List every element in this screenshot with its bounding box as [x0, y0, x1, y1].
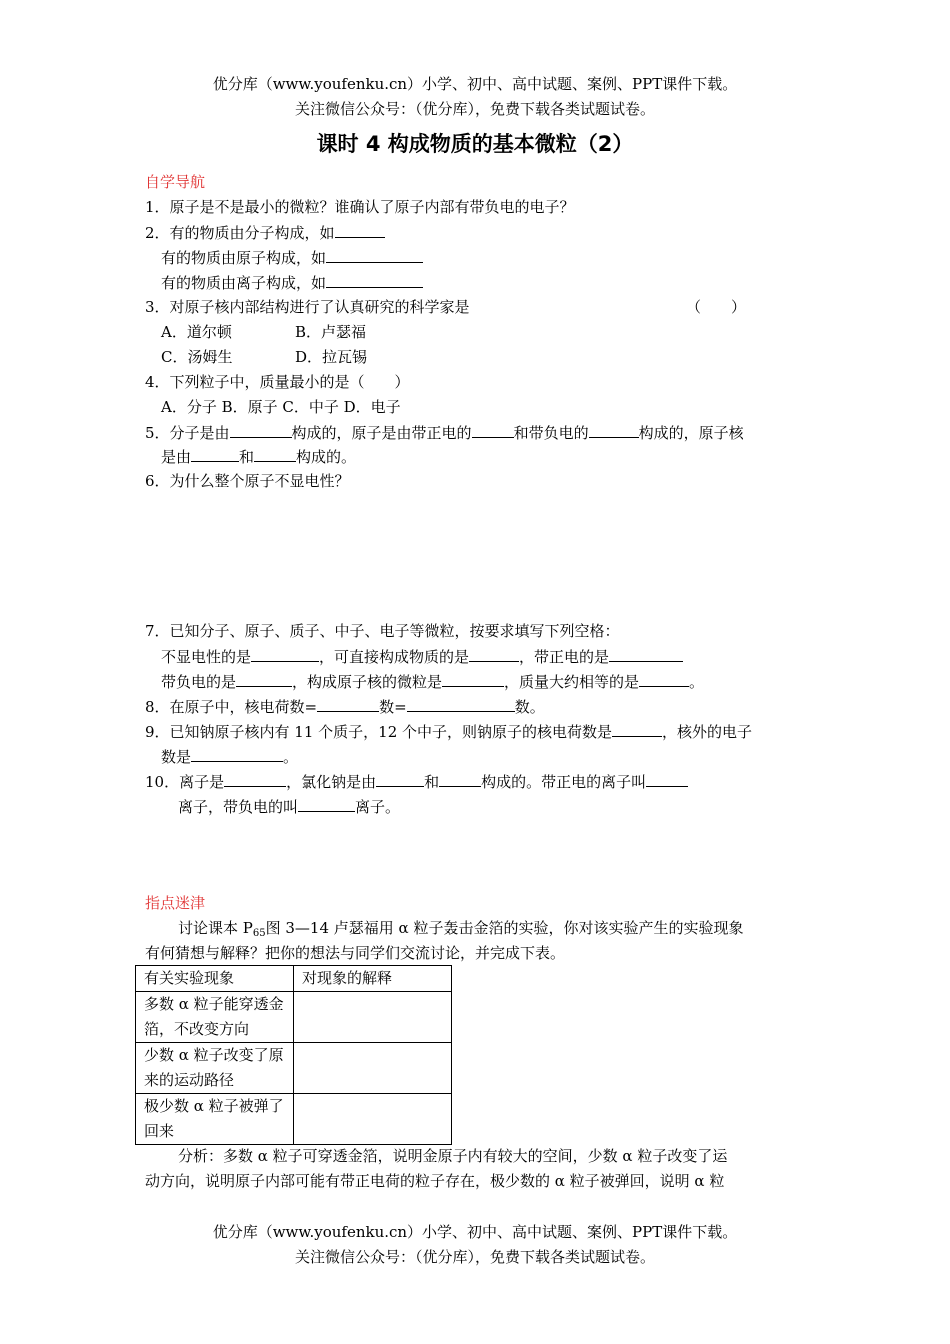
answer-blank[interactable] — [472, 422, 514, 438]
question-10-line-2 — [178, 796, 400, 816]
answer-blank[interactable] — [646, 771, 688, 787]
discussion-intro-line-1 — [178, 918, 743, 938]
answer-blank[interactable] — [191, 746, 283, 762]
question-7-line-b — [161, 671, 704, 691]
table-header-explanation: 对现象的解释 — [294, 966, 452, 992]
header-line-2: 关注微信公众号：（优分库），免费下载各类试题试卷。 — [294, 100, 655, 118]
table-header-phenomenon: 有关实验现象 — [136, 966, 294, 992]
section-heading-guidance: 指点迷津 — [145, 894, 206, 912]
q5-text: 和 — [239, 448, 255, 466]
q9-text: 数是 — [161, 748, 192, 766]
q7-text: 带负电的是 — [161, 673, 237, 691]
answer-blank[interactable] — [326, 247, 423, 263]
q8-text: 数= — [379, 698, 407, 716]
q9-text: ，核外的电子 — [662, 723, 753, 741]
q5-text: 和带负电的 — [513, 424, 589, 442]
q7-text: ，构成原子核的微粒是 — [292, 673, 443, 691]
question-4-options: A．分子 B．原子 C．中子 D．电子 — [161, 398, 401, 416]
footer-line-1: 优分库（www.youfenku.cn）小学、初中、高中试题、案例、PPT课件下载。 — [212, 1223, 738, 1241]
option-3d[interactable]: D．拉瓦锡 — [295, 348, 368, 366]
answer-blank[interactable] — [407, 696, 515, 712]
answer-blank[interactable] — [298, 796, 355, 812]
q7-text: 。 — [689, 673, 705, 691]
table-row — [136, 1043, 452, 1094]
table-row — [136, 992, 452, 1043]
answer-blank[interactable] — [442, 671, 504, 687]
option-3c[interactable]: C．汤姆生 — [161, 348, 233, 366]
q8-text: 数。 — [514, 698, 545, 716]
q5-text: 5．分子是由 — [145, 424, 230, 442]
intro-text: 讨论课本 P — [178, 919, 253, 937]
table-cell-explanation[interactable] — [294, 1043, 452, 1094]
header-line-1: 优分库（www.youfenku.cn）小学、初中、高中试题、案例、PPT课件下载。 — [212, 75, 738, 93]
analysis-line-1: 分析：多数 α 粒子可穿透金箔，说明金原子内有较大的空间，少数 α 粒子改变了运 — [178, 1147, 728, 1165]
q7-text: ，带正电的是 — [519, 648, 610, 666]
q9-text: 。 — [283, 748, 299, 766]
q10-text: ，氯化钠是由 — [286, 773, 377, 791]
table-cell-explanation[interactable] — [294, 992, 452, 1043]
q10-text: 10．离子是 — [145, 773, 225, 791]
question-9-line-1 — [145, 721, 752, 741]
question-2-line-c — [161, 272, 423, 292]
question-2-text-c: 有的物质由离子构成，如 — [161, 274, 327, 292]
answer-blank[interactable] — [191, 446, 239, 462]
q10-text: 构成的。带正电的离子叫 — [481, 773, 647, 791]
answer-blank[interactable] — [326, 272, 423, 288]
question-2-line-b — [161, 247, 423, 267]
question-3: 3．对原子核内部结构进行了认真研究的科学家是 — [145, 298, 470, 316]
question-2-text-a: 2．有的物质由分子构成，如 — [145, 224, 335, 242]
question-7-line-a — [161, 646, 683, 666]
option-3b[interactable]: B．卢瑟福 — [295, 323, 367, 341]
q5-text: 构成的，原子是由带正电的 — [291, 424, 472, 442]
question-8 — [145, 696, 545, 716]
table-cell-phenomenon: 极少数 α 粒子被弹了回来 — [136, 1094, 294, 1145]
question-4: 4．下列粒子中，质量最小的是（ ） — [145, 373, 410, 391]
answer-blank[interactable] — [236, 671, 292, 687]
question-5-line-1 — [145, 422, 744, 442]
page-title: 课时 4 构成物质的基本微粒（2） — [316, 132, 634, 156]
q10-text: 和 — [424, 773, 440, 791]
q8-text: 8．在原子中，核电荷数= — [145, 698, 318, 716]
answer-blank[interactable] — [335, 222, 385, 238]
table-cell-explanation[interactable] — [294, 1094, 452, 1145]
question-10-line-1 — [145, 771, 688, 791]
q7-text: ，质量大约相等的是 — [504, 673, 640, 691]
experiment-table — [135, 965, 452, 1145]
question-1: 1．原子是不是最小的微粒？谁确认了原子内部有带负电的电子？ — [145, 198, 575, 216]
q9-text: 9．已知钠原子核内有 11 个质子，12 个中子，则钠原子的核电荷数是 — [145, 723, 613, 741]
question-7: 7．已知分子、原子、质子、中子、电子等微粒，按要求填写下列空格： — [145, 622, 620, 640]
answer-blank[interactable] — [589, 422, 639, 438]
analysis-line-2: 动方向，说明原子内部可能有带正电荷的粒子存在，极少数的 α 粒子被弹回，说明 α 粒 — [145, 1172, 725, 1190]
question-9-line-2 — [161, 746, 298, 766]
answer-blank[interactable] — [230, 422, 292, 438]
answer-blank[interactable] — [251, 646, 319, 662]
table-header-row — [136, 966, 452, 992]
answer-blank[interactable] — [224, 771, 286, 787]
q7-text: ，可直接构成物质的是 — [319, 648, 470, 666]
answer-blank[interactable] — [317, 696, 379, 712]
answer-blank[interactable] — [469, 646, 519, 662]
section-heading-self-study: 自学导航 — [145, 173, 206, 191]
q7-text: 不显电性的是 — [161, 648, 252, 666]
table-row — [136, 1094, 452, 1145]
q10-text: 离子。 — [355, 798, 401, 816]
question-6: 6．为什么整个原子不显电性？ — [145, 472, 350, 490]
table-cell-phenomenon: 少数 α 粒子改变了原来的运动路径 — [136, 1043, 294, 1094]
answer-blank[interactable] — [612, 721, 662, 737]
question-2-line-a — [145, 222, 385, 242]
q5-text: 构成的，原子核 — [638, 424, 744, 442]
discussion-intro-line-2: 有何猜想与解释？把你的想法与同学们交流讨论，并完成下表。 — [145, 944, 566, 962]
answer-blank[interactable] — [609, 646, 683, 662]
intro-subscript: 65 — [252, 928, 266, 939]
table-cell-phenomenon: 多数 α 粒子能穿透金箔，不改变方向 — [136, 992, 294, 1043]
question-3-answer-paren[interactable]: （ ） — [686, 298, 747, 316]
q5-text: 构成的。 — [296, 448, 357, 466]
answer-blank[interactable] — [254, 446, 296, 462]
answer-blank[interactable] — [439, 771, 481, 787]
footer-line-2: 关注微信公众号：（优分库），免费下载各类试题试卷。 — [294, 1248, 655, 1266]
q5-text: 是由 — [161, 448, 192, 466]
answer-blank[interactable] — [639, 671, 689, 687]
option-3a[interactable]: A．道尔顿 — [161, 323, 232, 341]
intro-text: 图 3—14 卢瑟福用 α 粒子轰击金箔的实验，你对该实验产生的实验现象 — [265, 919, 744, 937]
question-5-line-2 — [161, 446, 356, 466]
answer-blank[interactable] — [376, 771, 424, 787]
q10-text: 离子，带负电的叫 — [178, 798, 299, 816]
question-2-text-b: 有的物质由原子构成，如 — [161, 249, 327, 267]
